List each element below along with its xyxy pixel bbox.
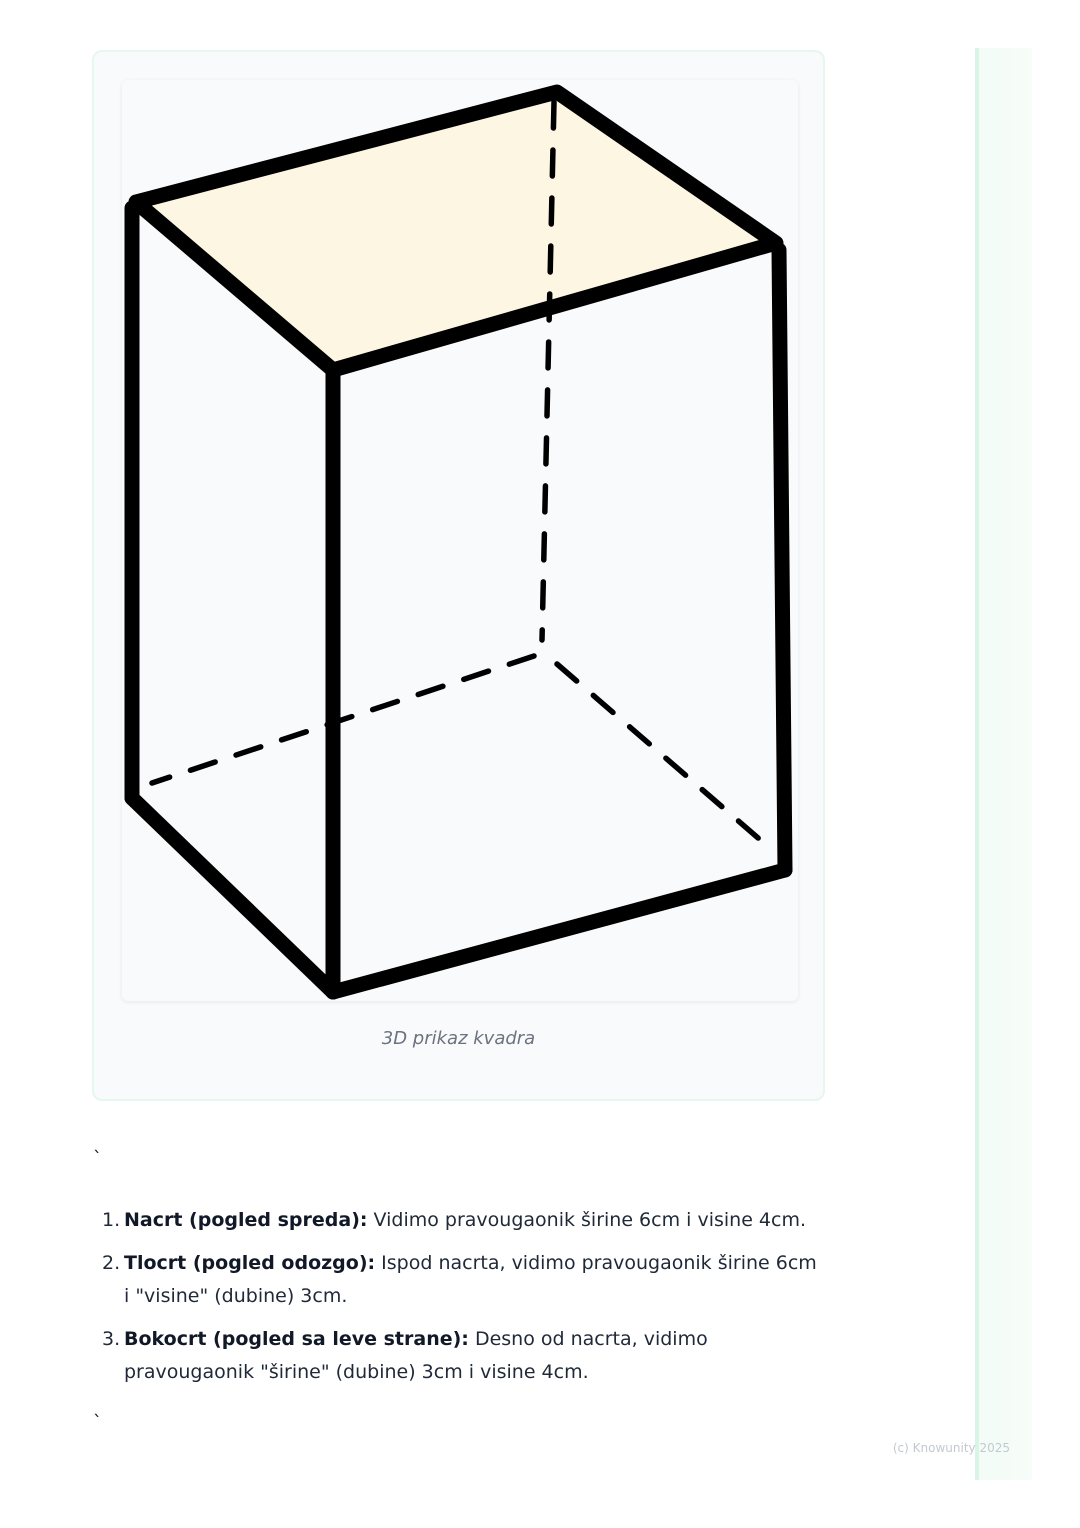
- list-item-text: Ispod nacrta, vidimo pravougaonik širine 6cm i "visine" (dubine) 3cm.: [124, 1252, 817, 1307]
- hidden-edge-left: [152, 656, 534, 783]
- list-item-number: 1.: [102, 1209, 121, 1231]
- list-item-text: Vidimo pravougaonik širine 6cm i visine 4cm.: [367, 1209, 807, 1231]
- view-steps-list: [100, 1204, 820, 1399]
- right-rail: [975, 48, 1032, 1480]
- list-item: [100, 1204, 820, 1237]
- figure-caption: 3D prikaz kvadra: [381, 1028, 536, 1049]
- list-item: [100, 1247, 820, 1313]
- backtick-marker-top: `: [93, 1148, 102, 1169]
- edge-bottom-left: [132, 798, 333, 992]
- list-item-number: 3.: [102, 1328, 121, 1350]
- list-item-title: Tlocrt (pogled odozgo):: [124, 1252, 376, 1274]
- edge-bottom-right: [333, 870, 785, 992]
- list-item-title: Bokocrt (pogled sa leve strane):: [124, 1328, 469, 1350]
- list-item-title: Nacrt (pogled spreda):: [124, 1209, 368, 1231]
- cuboid-drawing: [122, 80, 798, 1001]
- figure-card: [92, 50, 825, 1101]
- list-item: [100, 1323, 820, 1389]
- copyright-footer: (c) Knowunity 2025: [892, 1441, 1010, 1455]
- edge-right: [779, 250, 785, 870]
- list-item-text: Desno od nacrta, vidimo pravougaonik "širine" (dubine) 3cm i visine 4cm.: [124, 1328, 708, 1383]
- cuboid-illustration: [122, 80, 798, 1001]
- list-item-number: 2.: [102, 1252, 121, 1274]
- hidden-edge-right: [557, 664, 772, 850]
- backtick-marker-bottom: `: [93, 1412, 102, 1433]
